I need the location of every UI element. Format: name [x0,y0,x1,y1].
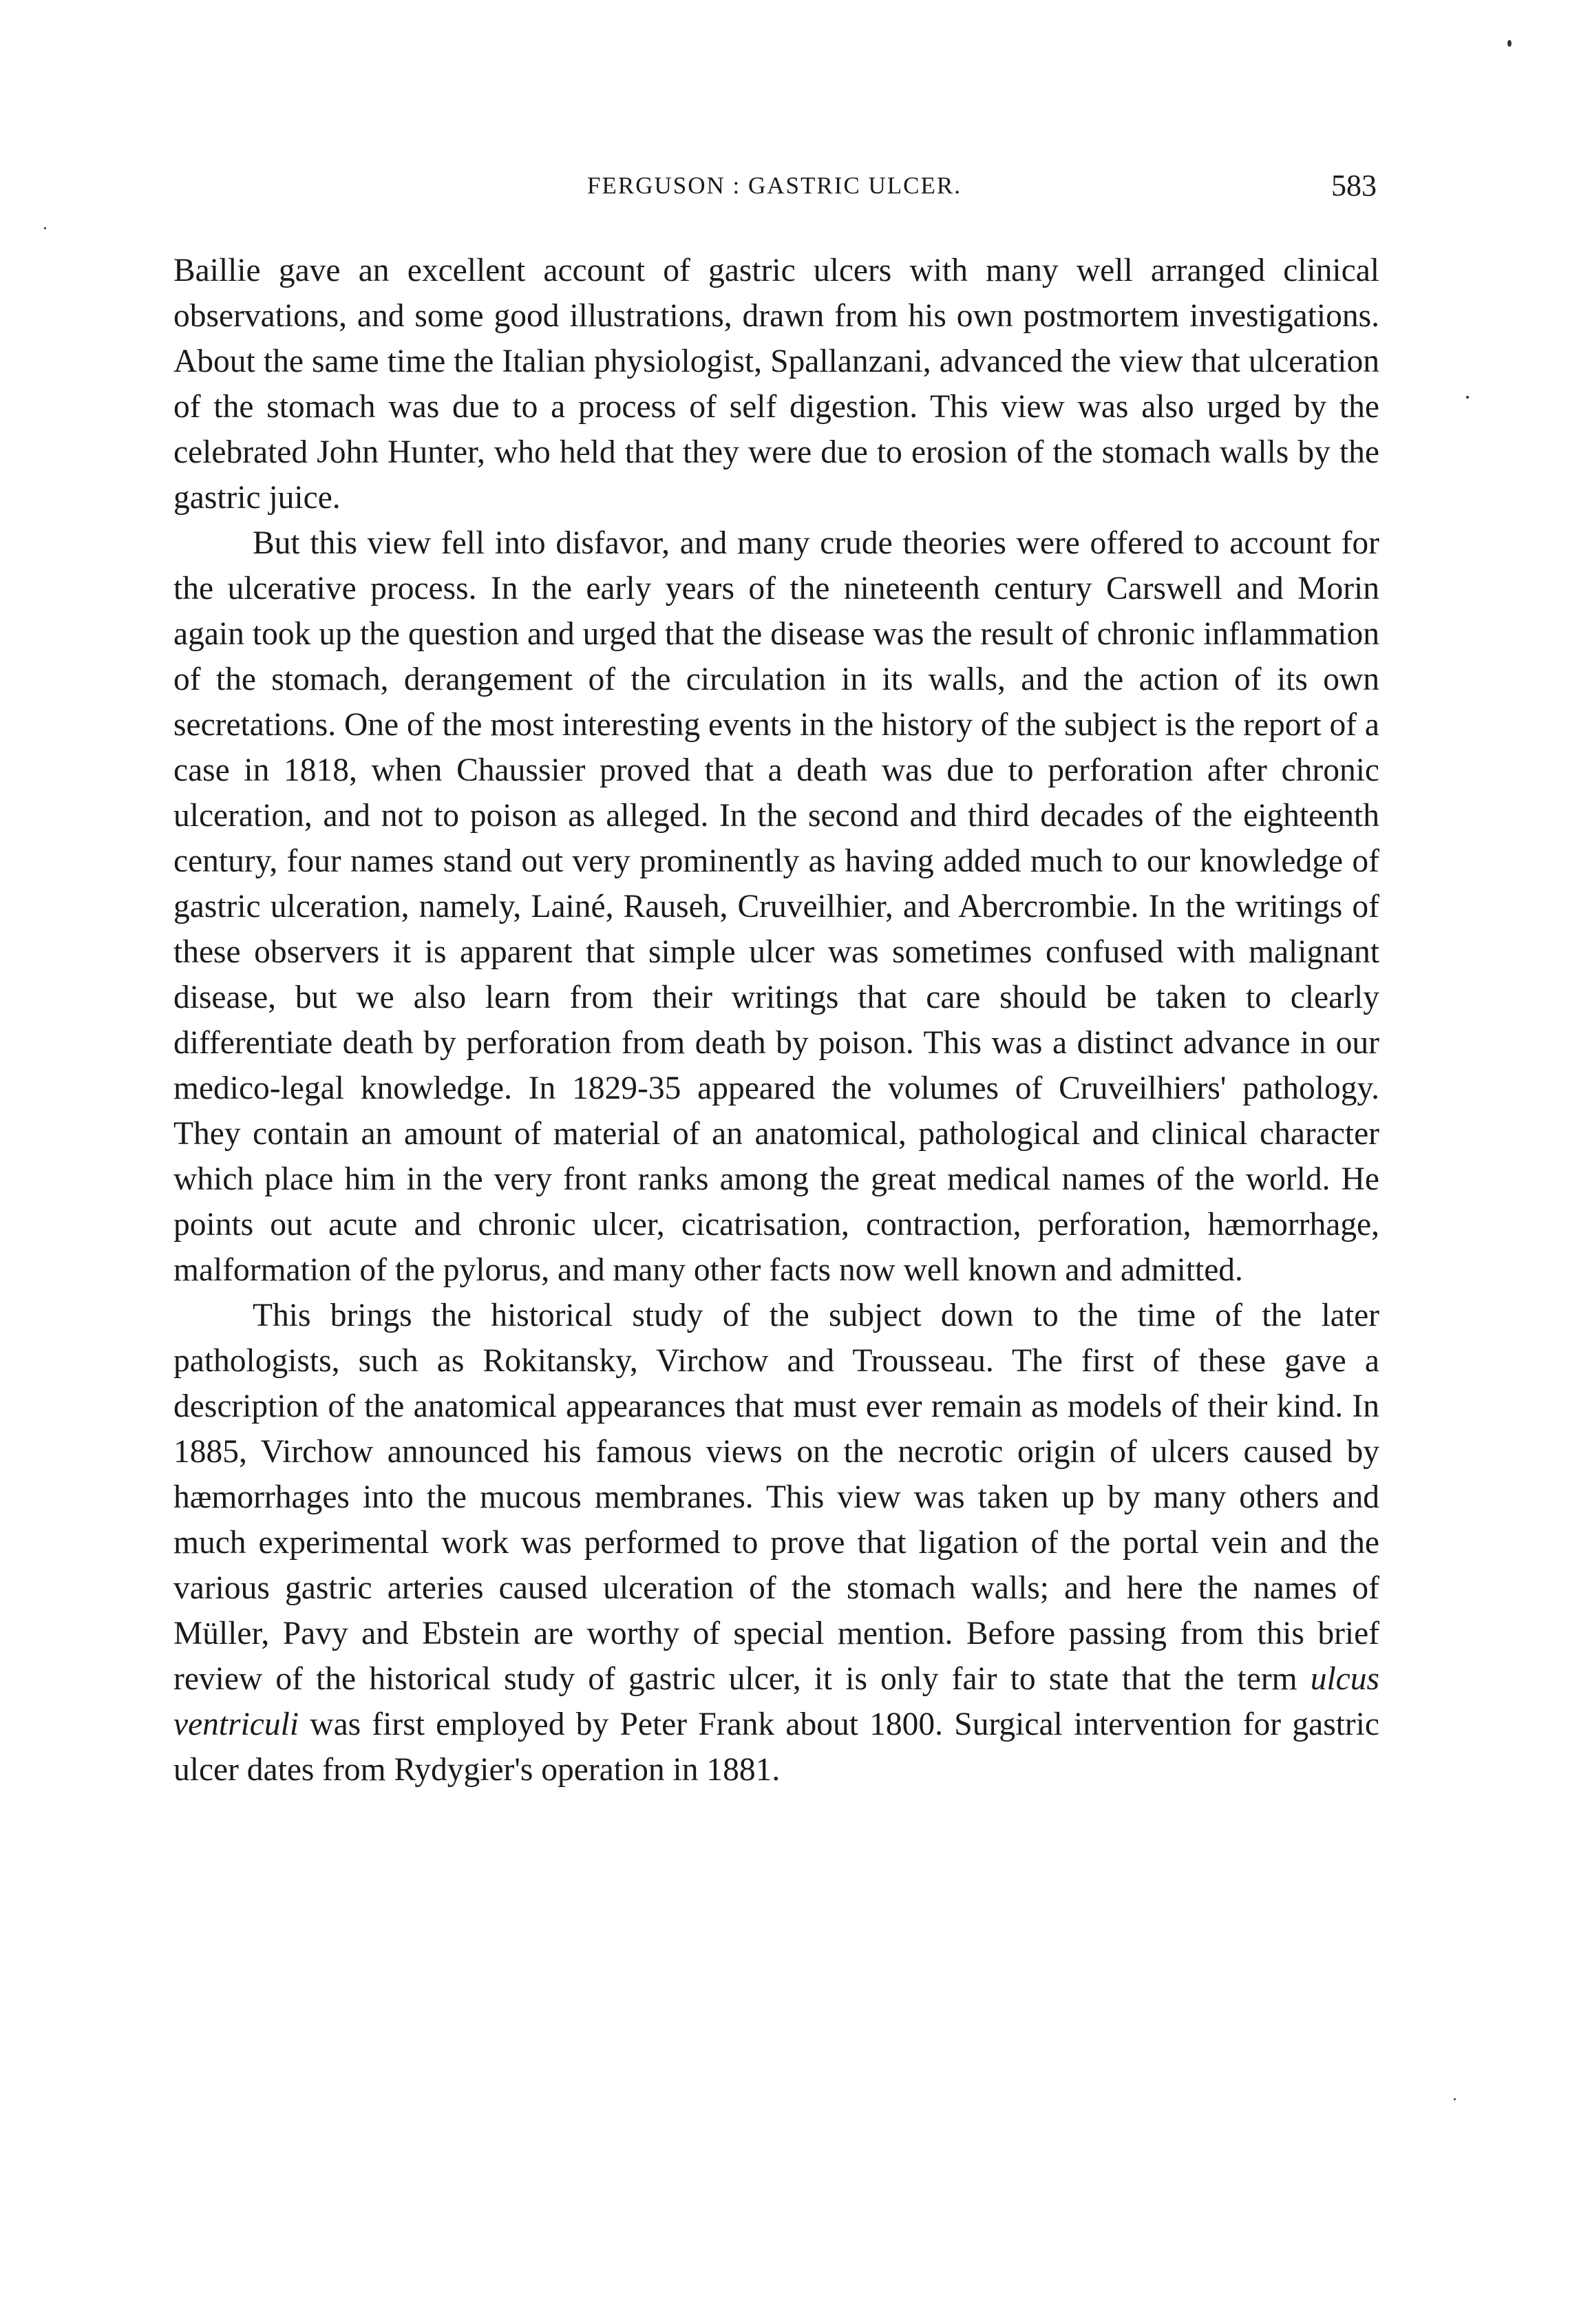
italic-term: ulcus ventriculi [173,1661,1379,1742]
paragraph-3-text-end: was first employed by Peter Frank about 1800. Surgical intervention for gastric ulcer dates from Rydygier's operation in 1881. [173,1707,1379,1788]
scan-speck [44,227,46,229]
body-text [173,248,1379,1793]
scan-speck [1466,396,1469,399]
running-head [172,168,1377,209]
paragraph-2: But this view fell into disfavor, and many crude theories were offered to account for the ulcerative process. In the early years of the nineteenth century Carswell and Morin again took up the question and urged that the disease was the result of chronic inflammation of the stomach, derangement of the circulation in its walls, and the action of its own secretations. One of the most interesting events in the history of the subject is the report of a case in 1818, when Chaussier proved that a death was due to perforation after chronic ulceration, and not to poison as alleged. In the second and third decades of the eighteenth century, four names stand out very prominently as having added much to our knowledge of gastric ulceration, namely, Lainé, Rauseh, Cruveilhier, and Abercrombie. In the writings of these observers it is apparent that simple ulcer was sometimes confused with malignant disease, but we also learn from their writings that care should be taken to clearly differentiate death by perforation from death by poison. This was a distinct advance in our medico-legal knowledge. In 1829-35 appeared the volumes of Cruveilhiers' pathology. They contain an amount of material of an anatomical, pathological and clinical character which place him in the very front ranks among the great medical names of the world. He points out acute and chronic ulcer, cicatrisation, contraction, perforation, hæmorrhage, malformation of the pylorus, and many other facts now well known and admitted. [173,525,1379,1288]
page-number: 583 [1331,169,1377,202]
running-title: FERGUSON : GASTRIC ULCER. [587,172,962,199]
scan-speck [1454,2098,1456,2100]
paragraph-1: Baillie gave an excellent account of gastric ulcers with many well arranged clinical observations, and some good illustrations, drawn from his own postmortem investigations. About the same time the Italian physiologist, Spallanzani, advanced the view that ulceration of the stomach was due to a process of self digestion. This view was also urged by the celebrated John Hunter, who held that they were due to erosion of the stomach walls by the gastric juice. [173,253,1379,516]
scan-speck [1507,40,1512,47]
paragraph-3-text-start: This brings the historical study of the subject down to the time of the later pathologists, such as Rokitansky, Virchow and Trousseau. The first of these gave a description of the anatomical appearances that must ever remain as models of their kind. In 1885, Virchow announced his famous views on the necrotic origin of ulcers caused by hæmorrhages into the mucous membranes. This view was taken up by many others and much experimental work was performed to prove that ligation of the portal vein and the various gastric arteries caused ulceration of the stomach walls; and here the names of Müller, Pavy and Ebstein are worthy of special mention. Before passing from this brief review of the historical study of gastric ulcer, it is only fair to state that the term [173,1298,1379,1697]
paragraph-3 [173,1293,1379,1793]
